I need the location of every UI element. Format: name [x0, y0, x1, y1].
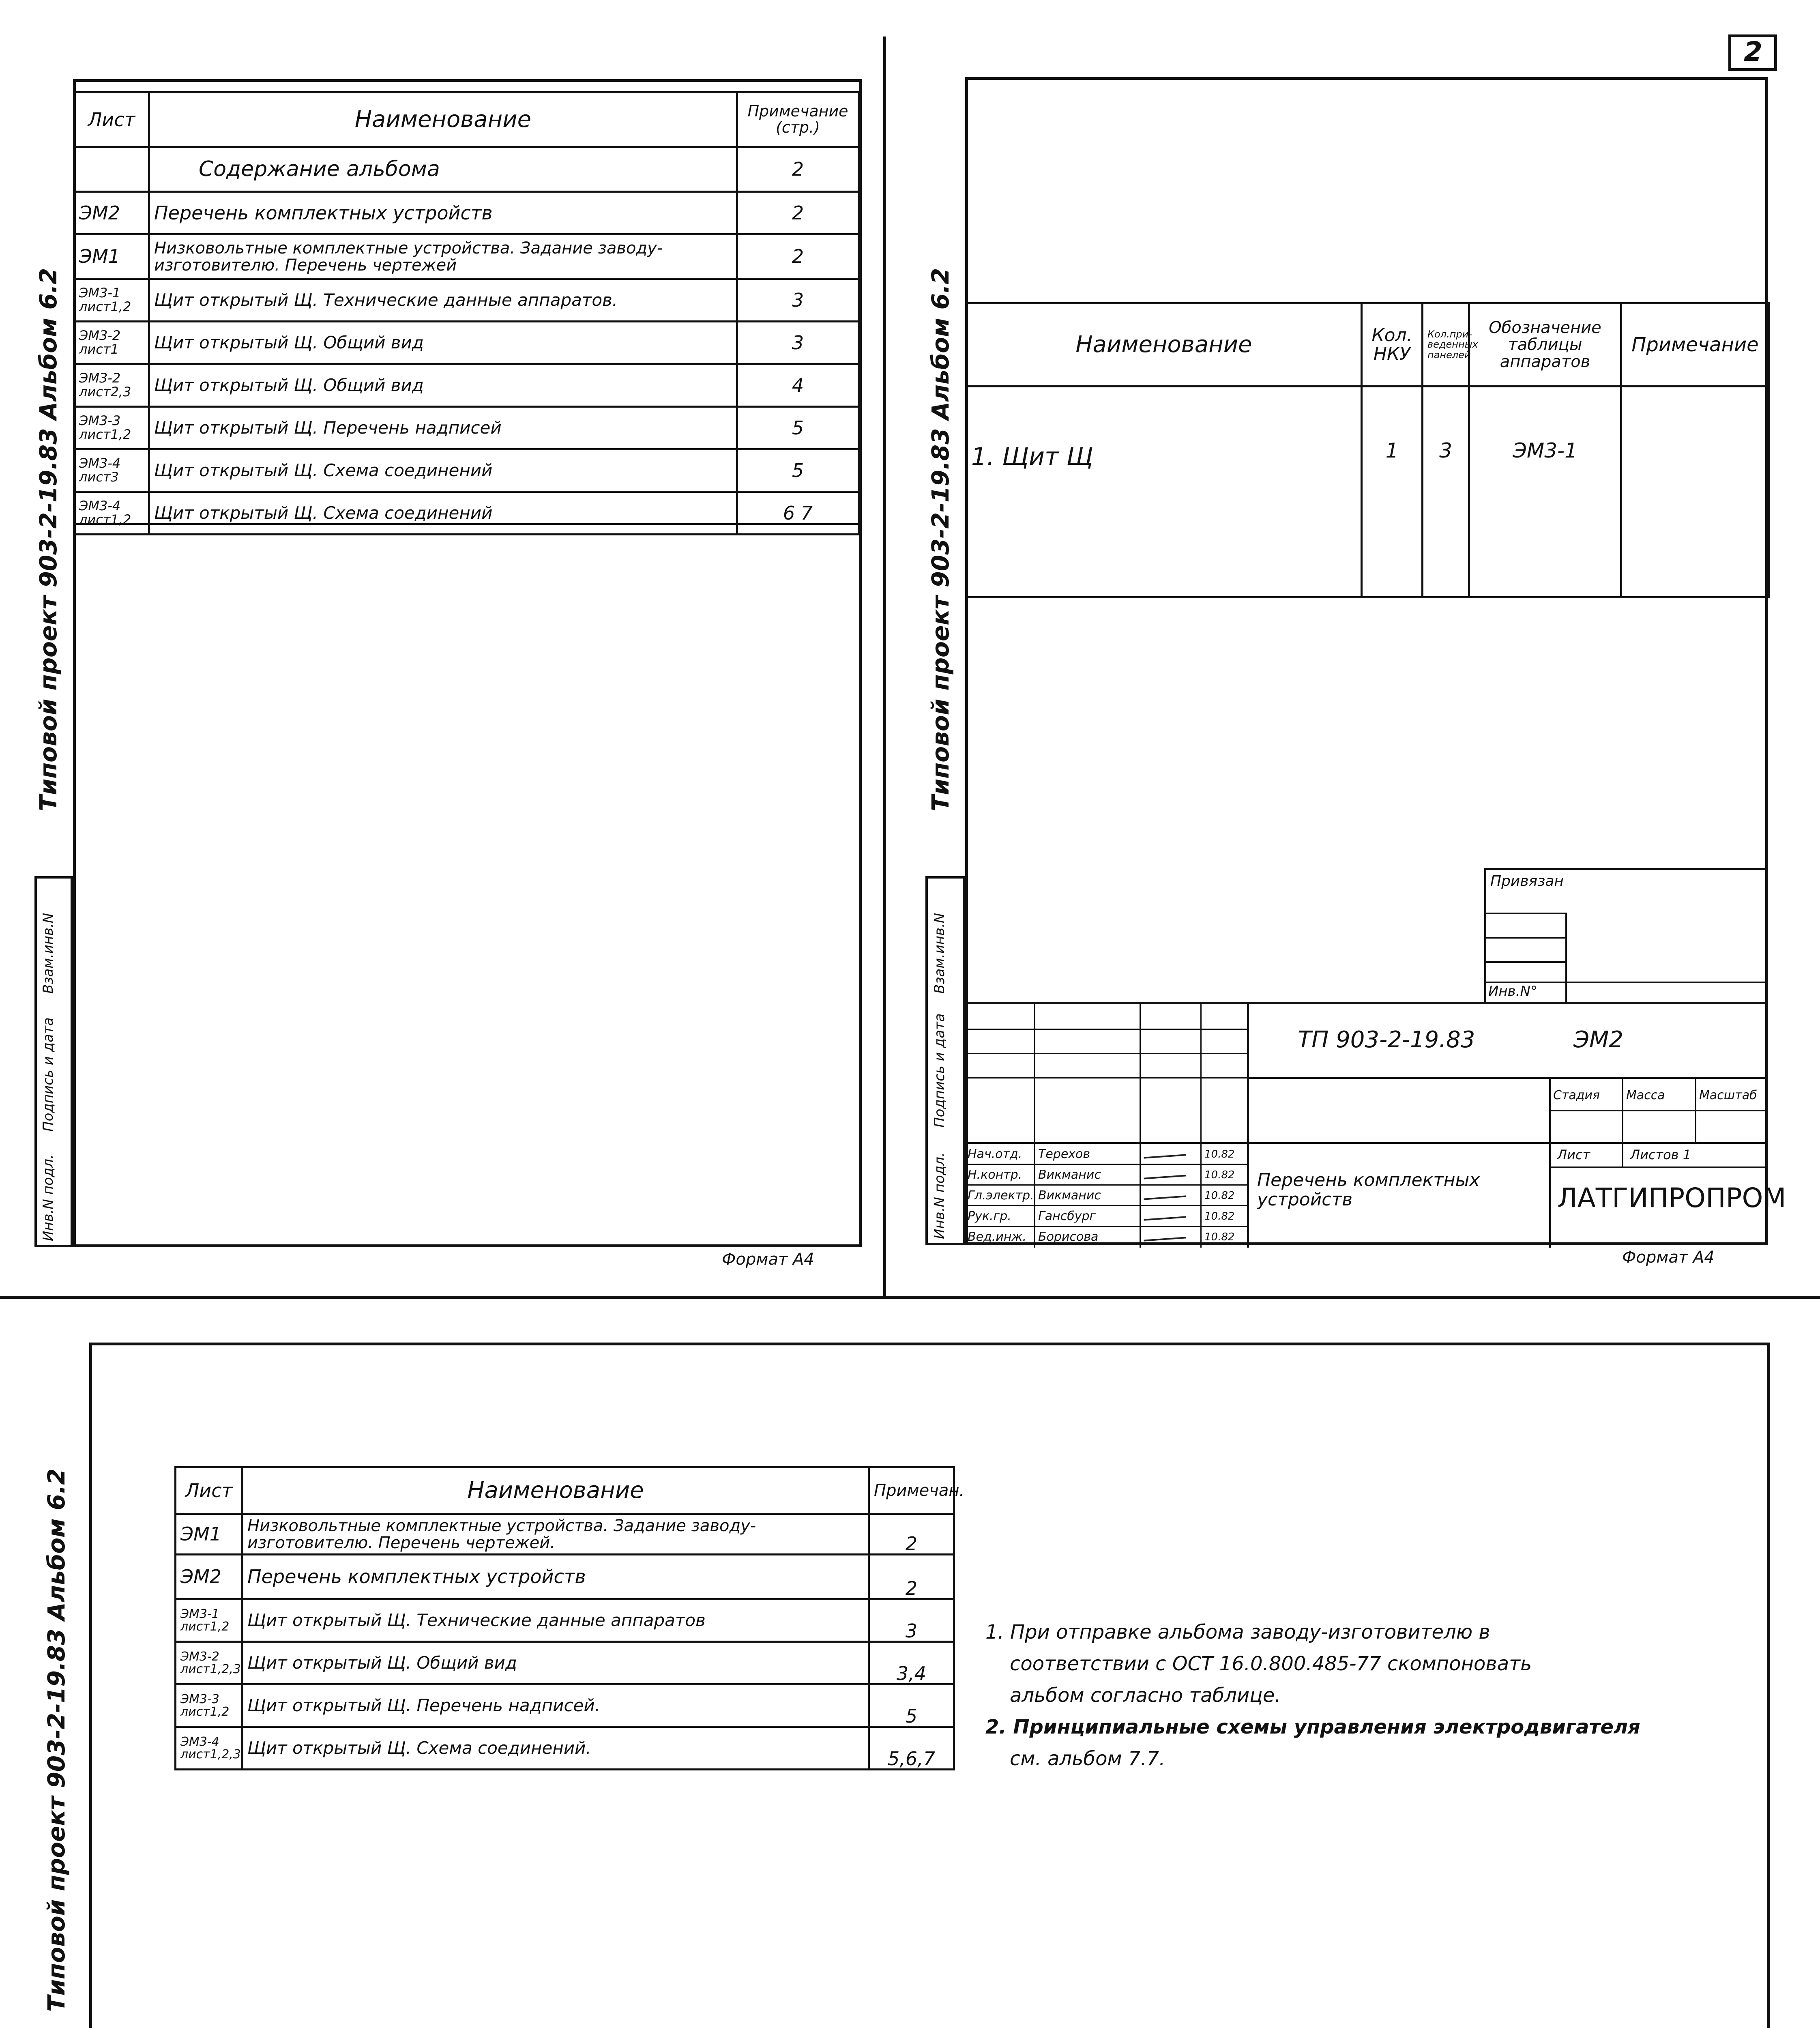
- stamp-title: Перечень комплектных устройств: [1257, 1170, 1480, 1210]
- sheet-2-side-title: Типовой проект 903-2-19.83 Альбом 6.2: [927, 268, 954, 811]
- table-row: ЭМ3-4 лист1,2,3 Щит открытый Щ. Схема соединений. 5,6,7: [176, 1727, 954, 1770]
- person-row: Нач.отд. Терехов 10.82: [965, 1144, 1249, 1165]
- signature: [1144, 1233, 1196, 1242]
- person-row: Н.контр. Викманис 10.82: [965, 1165, 1249, 1186]
- sheet-3-contents-table: [174, 1466, 965, 1770]
- person-row: Рук.гр. Гансбург 10.82: [965, 1206, 1249, 1227]
- table-row: Содержание альбома 2: [74, 147, 859, 192]
- sheet-1-format: Формат А4: [722, 1250, 814, 1269]
- sheet-3-notes: [985, 1616, 1640, 1774]
- stamp-code: ТП 903-2-19.83: [1298, 1027, 1475, 1053]
- sheet-1-table-bottom-lines: [73, 523, 858, 548]
- privyazan-line: [1484, 961, 1565, 963]
- person-row: Вед.инж. Борисова 10.82: [968, 1230, 1235, 1244]
- stamp-grid-line: [965, 1053, 1249, 1054]
- table-row: ЭМ3-1 лист1,2 Щит открытый Щ. Технические данные аппаратов. 3: [74, 279, 859, 322]
- note-line: альбом согласно таблице.: [1010, 1684, 1281, 1707]
- col-sheet: Лист: [176, 1467, 243, 1514]
- col-note: Примечание: [1621, 303, 1769, 387]
- sheet-3-side-title: Типовой проект 903-2-19.83 Альбом 6.2: [43, 1468, 70, 2012]
- stamp-grid-line: [1549, 1110, 1768, 1111]
- side-stamp-sign: Подпись и дата: [931, 1013, 948, 1128]
- table-row: ЭМ1 Низковольтные комплектные устройства. Задание заводу-изготовителю. Перечень чертежей. 2: [176, 1514, 954, 1555]
- table-row: ЭМ2 Перечень комплектных устройств 2: [176, 1555, 954, 1599]
- signature: [1144, 1171, 1196, 1179]
- side-stamp-inv: Инв.N подл.: [40, 1154, 56, 1241]
- page-number: 2: [1744, 36, 1762, 67]
- privyazan-label: Привязан: [1490, 873, 1564, 889]
- note-line: 1. При отправке альбома заводу-изготовителю в: [985, 1621, 1490, 1643]
- stamp-grid-line: [1695, 1077, 1696, 1142]
- table-row: ЭМ3-4 лист3 Щит открытый Щ. Схема соединений 5: [74, 449, 859, 492]
- table-row: ЭМ3-2 лист1,2,3 Щит открытый Щ. Общий вид 3,4: [176, 1642, 954, 1684]
- stamp-grid-line: [965, 1029, 1249, 1030]
- stamp-grid-line: [1249, 1077, 1768, 1079]
- col-sheet: Лист: [74, 92, 149, 147]
- stamp-sheets-label: Листов 1: [1630, 1147, 1691, 1162]
- stamp-grid-line: [1549, 1077, 1551, 1248]
- vertical-divider: [883, 37, 886, 1298]
- side-stamp-replace: Взам.инв.N: [931, 913, 948, 994]
- person-row: Гл.электр. Викманис 10.82: [965, 1186, 1249, 1206]
- side-stamp-replace: Взам.инв.N: [40, 913, 56, 994]
- inv-label: Инв.N°: [1488, 983, 1537, 999]
- table-row: 1. Щит Щ 1 3 ЭМ3-1: [966, 387, 1769, 597]
- side-stamp-inv: Инв.N подл.: [931, 1152, 948, 1239]
- table-row: ЭМ3-1 лист1,2 Щит открытый Щ. Технические данные аппаратов 3: [176, 1599, 954, 1642]
- stamp-grid-line: [1622, 1077, 1623, 1142]
- col-note: Примечание (стр.): [737, 92, 859, 147]
- sheet-2-format: Формат А4: [1622, 1248, 1715, 1267]
- col-panels: Кол.при- веденных панелей: [1423, 303, 1469, 387]
- privyazan-line: [1565, 913, 1567, 1002]
- stamp-grid-line: [965, 1077, 1249, 1078]
- signature: [1144, 1212, 1196, 1221]
- stamp-grid-line: [1549, 1167, 1768, 1168]
- stamp-col-mass: Масса: [1626, 1088, 1665, 1102]
- note-line: см. альбом 7.7.: [1010, 1747, 1165, 1770]
- note-line: соответствии с ОСТ 16.0.800.485-77 скомпоновать: [1010, 1652, 1532, 1675]
- signature: [1144, 1191, 1196, 1200]
- stamp-col-scale: Масштаб: [1699, 1088, 1757, 1102]
- sheet-1-contents-table: [73, 91, 860, 535]
- stamp-org: ЛАТГИПРОПРОМ: [1557, 1182, 1786, 1214]
- col-qty: Кол. НКУ: [1362, 303, 1423, 387]
- stamp-grid-line: [965, 1142, 1768, 1144]
- stamp-sheet-label: Лист: [1557, 1147, 1590, 1162]
- col-name: Наименование: [966, 303, 1362, 387]
- sheet-1-side-title: Типовой проект 903-2-19.83 Альбом 6.2: [34, 268, 62, 811]
- side-stamp-sign: Подпись и дата: [40, 1017, 56, 1132]
- col-name: Наименование: [149, 92, 737, 147]
- privyazan-line: [1484, 913, 1565, 914]
- stamp-mark: ЭМ2: [1573, 1027, 1624, 1053]
- sheet-2-title-block: [965, 1002, 1786, 1245]
- table-row: ЭМ3-2 лист2,3 Щит открытый Щ. Общий вид 4: [74, 364, 859, 407]
- stamp-grid-line: [1622, 1142, 1623, 1167]
- col-note: Примечан.: [869, 1467, 954, 1514]
- table-row: ЭМ3-4 лист1,2 Щит открытый Щ. Схема соединений 6 7: [74, 492, 859, 535]
- stamp-people: [965, 1144, 1249, 1246]
- table-row: ЭМ3-3 лист1,2 Щит открытый Щ. Перечень надписей 5: [74, 407, 859, 449]
- horizontal-divider: [0, 1296, 1820, 1299]
- stamp-col-stage: Стадия: [1553, 1088, 1600, 1102]
- privyazan-line: [1484, 937, 1565, 939]
- table-row: ЭМ1 Низковольтные комплектные устройства. Задание заводу-изготовителю. Перечень чертежей 2: [74, 234, 859, 279]
- signature: [1144, 1150, 1196, 1159]
- table-row: ЭМ3-3 лист1,2 Щит открытый Щ. Перечень надписей. 5: [176, 1684, 954, 1727]
- table-row: ЭМ3-2 лист1 Щит открытый Щ. Общий вид 3: [74, 322, 859, 364]
- note-line: 2. Принципиальные схемы управления электродвигателя: [985, 1716, 1640, 1738]
- table-row: ЭМ2 Перечень комплектных устройств 2: [74, 192, 859, 234]
- col-table: Обозначение таблицы аппаратов: [1469, 303, 1621, 387]
- sheet-2-devices-table: [965, 302, 1770, 598]
- col-name: Наименование: [243, 1467, 869, 1514]
